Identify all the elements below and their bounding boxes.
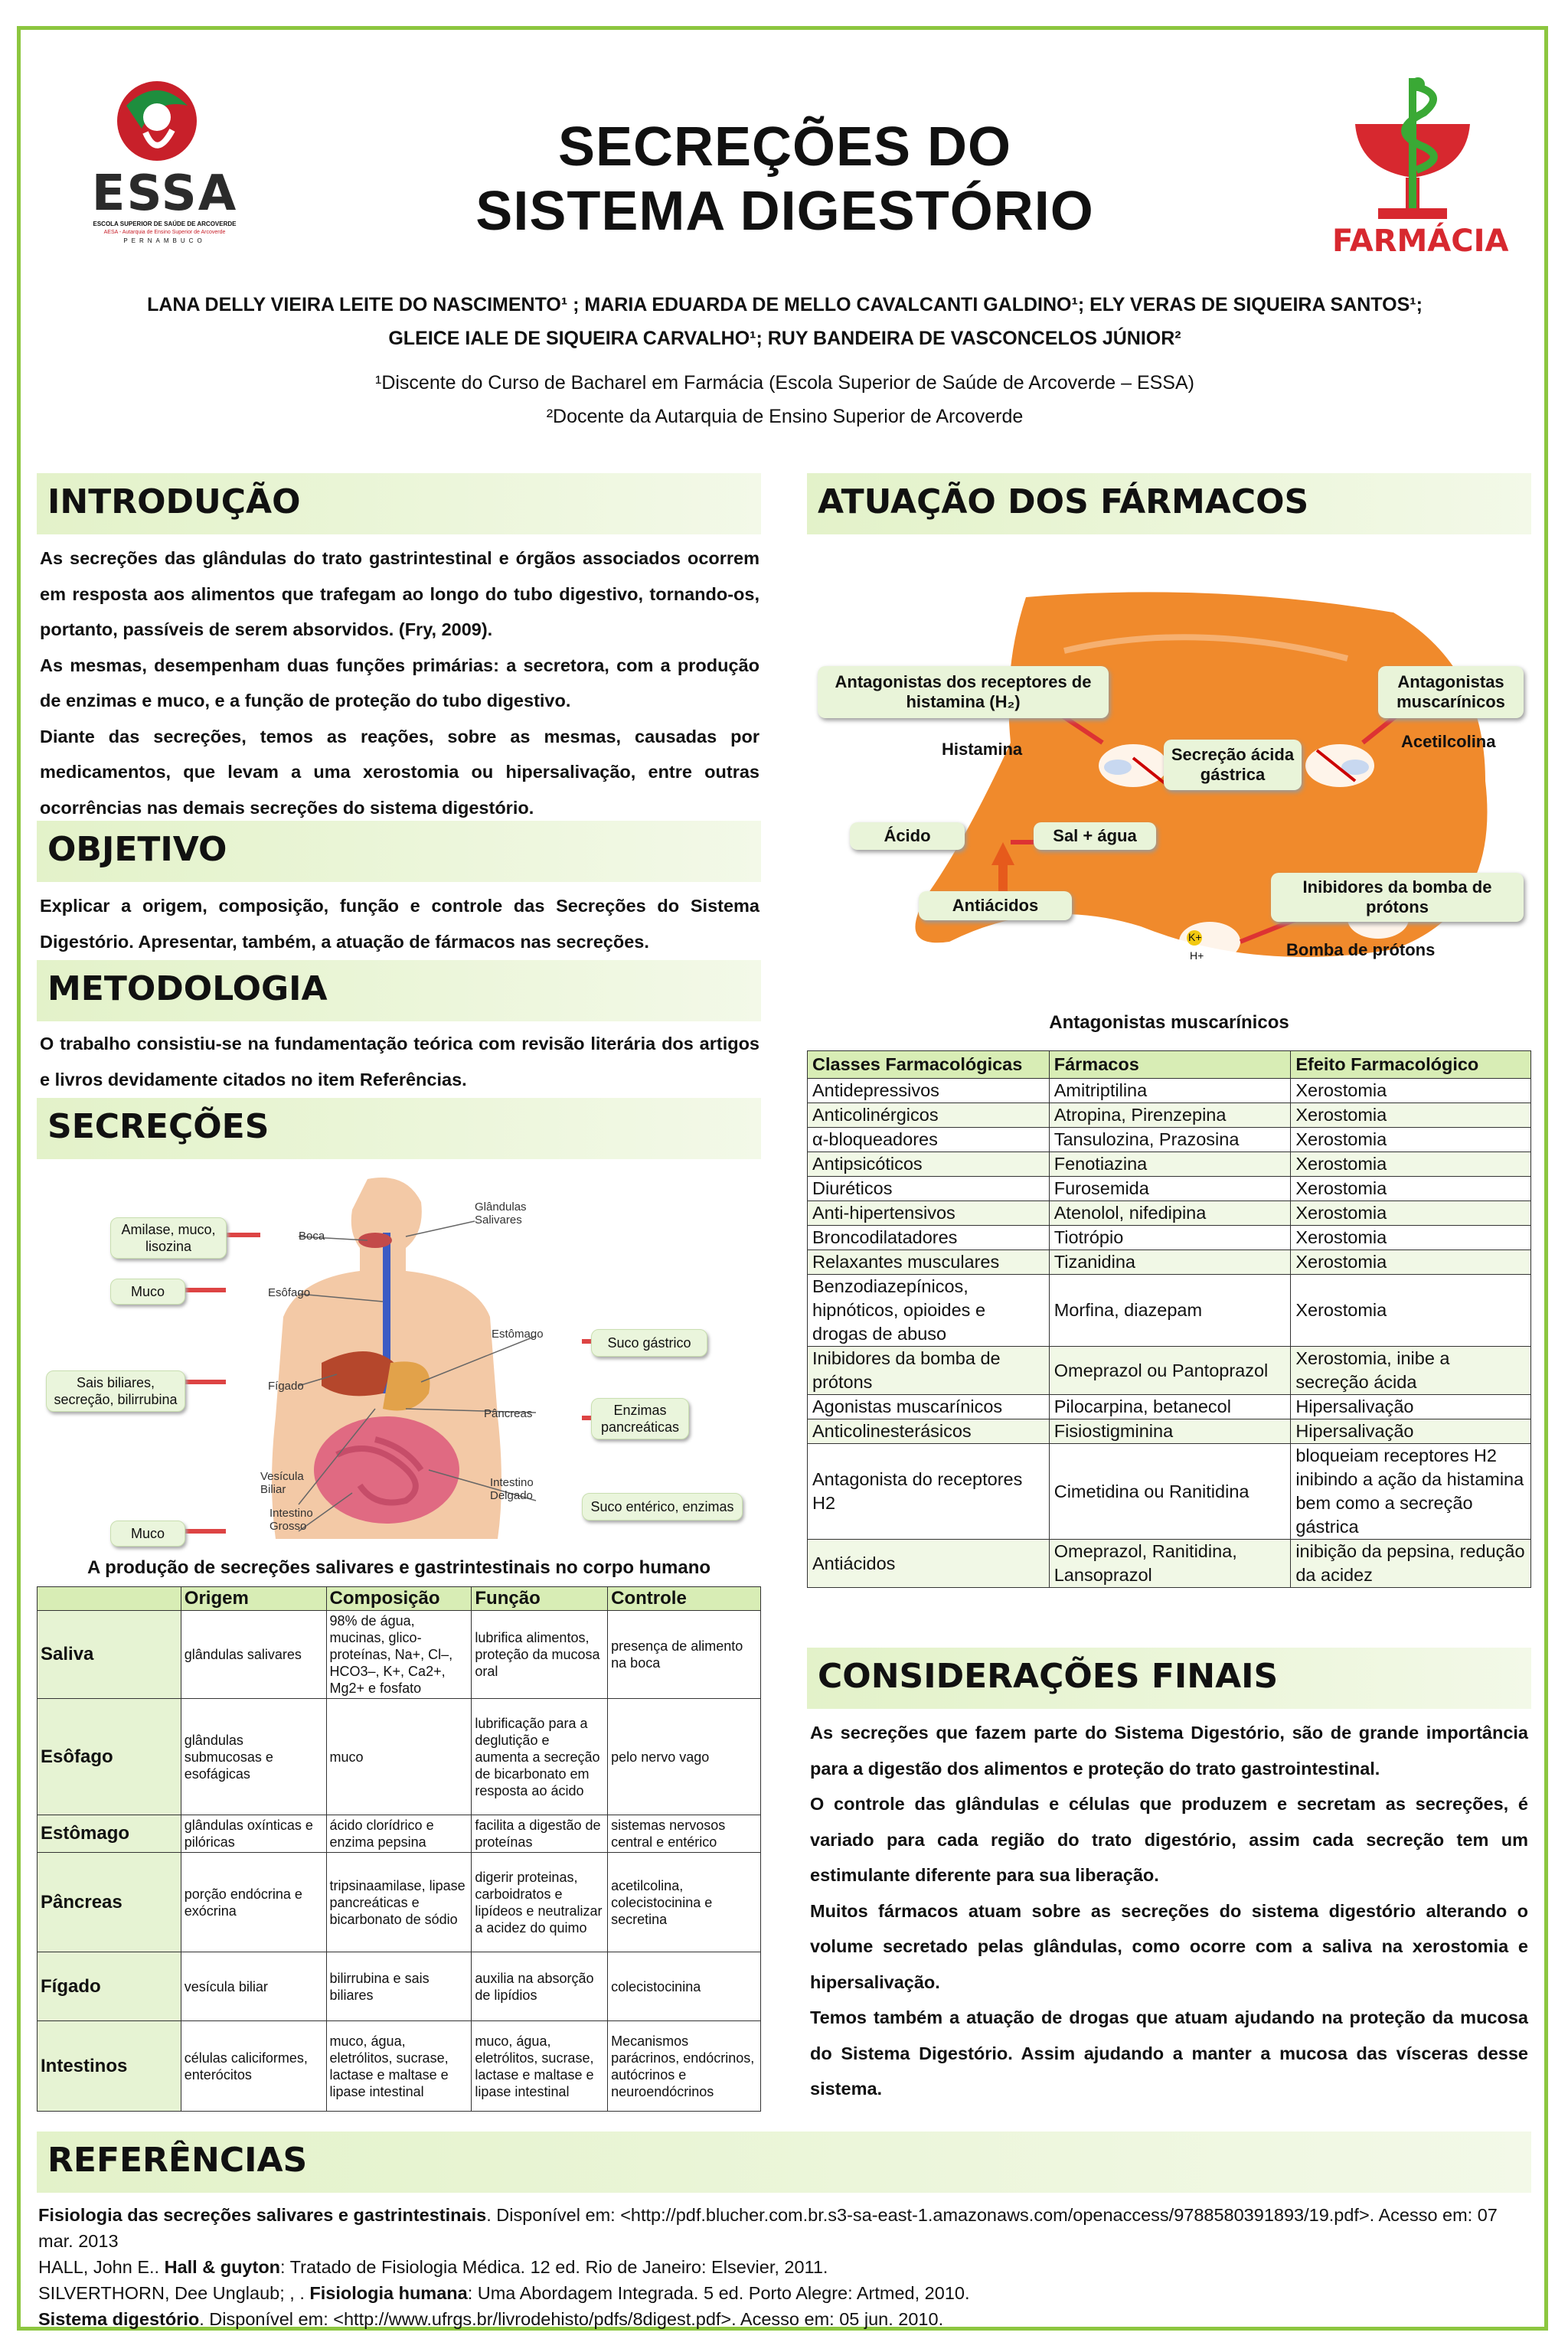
table-cell: Omeprazol ou Pantoprazol [1049,1347,1291,1395]
table-cell: Antiácidos [808,1540,1050,1588]
table-cell: Morfina, diazepam [1049,1275,1291,1347]
farmacos-table-header [808,1051,1531,1079]
referencias-list [38,2202,1531,2332]
farmacia-logo [1332,70,1509,262]
affiliation-2: ²Docente da Autarquia de Ensino Superior de Arcoverde [546,406,1024,427]
reference-title: Sistema digestório [38,2309,200,2329]
fig-label-pancreas: Pâncreas [484,1407,533,1420]
authors [54,288,1516,355]
table-cell: Xerostomia [1291,1079,1531,1103]
table-row [808,1540,1531,1588]
table-cell: ácido clorídrico e enzima pepsina [326,1815,472,1853]
fig-label-bomba-protons: Bomba de prótons [1286,940,1436,959]
table-cell: glândulas oxínticas e pilóricas [181,1815,326,1853]
table-cell: Fisiostigminina [1049,1419,1291,1444]
intro-heading: INTRODUÇÃO [37,473,761,534]
essa-logo-subtitle2: AESA - Autarquia de Ensino Superior de Arcoverde [103,230,226,235]
table-cell: presença de alimento na boca [608,1611,761,1699]
atuacao-figure [812,590,1531,972]
table-row [38,1952,761,2021]
objetivo-text: Explicar a origem, composição, função e controle das Secreções do Sistema Digestório. Apresentar, também, a atuação de fármacos nas secreções. [40,896,760,952]
table-cell: inibição da pepsina, redução da acidez [1291,1540,1531,1588]
fig-box-enzimas-pancreaticas: Enzimas pancreáticas [591,1398,689,1439]
essa-logo-text: ESSA [91,165,238,222]
table-row [808,1152,1531,1177]
table-cell: muco, água, eletrólitos, sucrase, lactase e maltase e lipase intestinal [326,2021,472,2112]
consideracoes-paragraph-1: As secreções que fazem parte do Sistema Digestório, são de grande importância para a digestão dos alimentos e proteção do trato gastrointestinal. [810,1723,1528,1779]
reference-item [38,2202,1531,2254]
table-cell: Atenolol, nifedipina [1049,1201,1291,1226]
reference-title: Fisiologia das secreções salivares e gastrintestinais [38,2205,487,2225]
table-cell: Diuréticos [808,1177,1050,1201]
fig-label-esofago: Esôfago [268,1286,311,1299]
table-cell: Xerostomia, inibe a secreção ácida [1291,1347,1531,1395]
table-row [808,1395,1531,1419]
table-cell: porção endócrina e exócrina [181,1853,326,1952]
fig-box-antagonistas-musc: Antagonistas muscarínicos [1378,666,1524,718]
consideracoes-text [810,1715,1528,2107]
table-row [808,1177,1531,1201]
fig-label-intestino-grosso: Intestino Grosso [270,1507,313,1533]
table-row [808,1419,1531,1444]
fig-box-muco-esofago: Muco [110,1279,185,1305]
secrecoes-caption: A produção de secreções salivares e gastrintestinais no corpo humano [87,1557,711,1578]
metodologia-heading: METODOLOGIA [37,960,761,1021]
table-cell: Broncodilatadores [808,1226,1050,1250]
table-cell: glândulas submucosas e esofágicas [181,1699,326,1815]
reference-item [38,2254,1531,2280]
table-cell: Benzodiazepínicos, hipnóticos, opioides e drogas de abuso [808,1275,1050,1347]
table-header-cell: Efeito Farmacológico [1291,1051,1531,1079]
fig-box-suco-enterico: Suco entérico, enzimas [582,1493,743,1521]
table-cell: Amitriptilina [1049,1079,1291,1103]
table-cell: Furosemida [1049,1177,1291,1201]
table-row [38,1853,761,1952]
fig-box-suco-gastrico: Suco gástrico [591,1329,707,1357]
fig-label-boca: Boca [299,1230,325,1243]
intro-paragraph-2: As mesmas, desempenham duas funções primárias: a secretora, com a produção de enzimas e muco, e a função de proteção do tubo digestivo. [40,655,760,710]
table-header-cell: Função [472,1587,608,1611]
intro-paragraph-3: Diante das secreções, temos as reações, sobre as mesmas, causadas por medicamentos, que levam a uma xerostomia ou hipersalivação, entre outras ocorrências nas demais secreções do sistema digestório. [40,726,760,818]
table-cell: Xerostomia [1291,1201,1531,1226]
fig-box-antiacidos: Antiácidos [919,891,1072,920]
table-row [808,1103,1531,1128]
essa-logo [73,75,256,243]
fig-label-k: K+ [1188,931,1202,943]
table-row [808,1128,1531,1152]
table-row [808,1201,1531,1226]
fig-box-acido: Ácido [850,822,965,850]
table-cell: Hipersalivação [1291,1419,1531,1444]
essa-logo-subtitle: ESCOLA SUPERIOR DE SAÚDE DE ARCOVERDE [93,220,237,227]
table-cell: muco, água, eletrólitos, sucrase, lactase e maltase e lipase intestinal [472,2021,608,2112]
table-header-cell: Classes Farmacológicas [808,1051,1050,1079]
table-row [808,1250,1531,1275]
title-line-2: SISTEMA DIGESTÓRIO [475,181,1094,242]
table-cell: Antagonista do receptores H2 [808,1444,1050,1540]
affiliations [54,366,1516,433]
atuacao-caption: Antagonistas muscarínicos [1049,1012,1289,1033]
table-cell: Antidepressivos [808,1079,1050,1103]
table-cell: Fenotiazina [1049,1152,1291,1177]
affiliation-1: ¹Discente do Curso de Bacharel em Farmácia (Escola Superior de Saúde de Arcoverde – ESSA) [375,372,1194,394]
fig-box-inibidores-bomba: Inibidores da bomba de prótons [1271,873,1524,922]
table-cell: Relaxantes musculares [808,1250,1050,1275]
essa-logo-state: PERNAMBUCO [123,237,206,244]
table-header-cell: Composição [326,1587,472,1611]
table-cell: 98% de água, mucinas, glico-proteínas, Na+, Cl–, HCO3–, K+, Ca2+, Mg2+ e fosfato [326,1611,472,1699]
fig-label-estomago: Estômago [492,1328,544,1341]
reference-rest: . Disponível em: <http://pdf.blucher.com.br.s3-sa-east-1.amazonaws.com/openaccess/9788580391893/19.pdf>. Acesso em: 07 mar. 2013 [38,2205,1498,2251]
atuacao-heading: ATUAÇÃO DOS FÁRMACOS [807,473,1531,534]
intro-paragraph-1: As secreções das glândulas do trato gastrintestinal e órgãos associados ocorrem em resposta aos alimentos que trafegam ao longo do tubo digestivo, tornando-os, portanto, passíveis de serem absorvidos. (Fry, 2009). [40,548,760,639]
authors-line-2: GLEICE IALE DE SIQUEIRA CARVALHO¹; RUY BANDEIRA DE VASCONCELOS JÚNIOR² [388,328,1181,349]
table-cell: Xerostomia [1291,1275,1531,1347]
table-cell: Xerostomia [1291,1128,1531,1152]
reference-title: Hall & guyton [164,2257,281,2277]
table-cell: Fígado [38,1952,181,2021]
table-row [38,1699,761,1815]
farmacos-table [807,1050,1531,1588]
table-cell: lubrifica alimentos, proteção da mucosa oral [472,1611,608,1699]
table-cell: Intestinos [38,2021,181,2112]
table-cell: Xerostomia [1291,1152,1531,1177]
table-cell: colecistocinina [608,1952,761,2021]
fig-box-secrecao-acida: Secreção ácida gástrica [1164,740,1302,790]
table-cell: Pilocarpina, betanecol [1049,1395,1291,1419]
table-row [38,1815,761,1853]
table-cell: Anti-hipertensivos [808,1201,1050,1226]
table-cell: facilita a digestão de proteínas [472,1815,608,1853]
reference-rest: : Uma Abordagem Integrada. 5 ed. Porto Alegre: Artmed, 2010. [467,2283,970,2303]
reference-title: Fisiologia humana [309,2283,468,2303]
reference-pre: SILVERTHORN, Dee Unglaub; , . [38,2283,310,2303]
consideracoes-paragraph-2: O controle das glândulas e células que produzem e secretam as secreções, é variado para cada região do trato digestório, assim cada secreção tem um estimulante diferente para sua liberação. [810,1794,1528,1885]
table-cell: α-bloqueadores [808,1128,1050,1152]
table-cell: acetilcolina, colecistocinina e secretina [608,1853,761,1952]
reference-rest: : Tratado de Fisiologia Médica. 12 ed. Rio de Janeiro: Elsevier, 2011. [280,2257,828,2277]
table-row [808,1275,1531,1347]
table-cell: Xerostomia [1291,1177,1531,1201]
farmacia-logo-text: FARMÁCIA [1332,224,1509,259]
table-cell: Xerostomia [1291,1226,1531,1250]
table-header-cell: Origem [181,1587,326,1611]
reference-rest: . Disponível em: <http://www.ufrgs.br/livrodehisto/pdfs/8digest.pdf>. Acesso em: 05 jun. 2010. [199,2309,944,2329]
authors-line-1: LANA DELLY VIEIRA LEITE DO NASCIMENTO¹ ; MARIA EDUARDA DE MELLO CAVALCANTI GALDINO¹; ELY VERAS DE SIQUEIRA SANTOS¹; [147,294,1423,315]
consideracoes-paragraph-3: Muitos fármacos atuam sobre as secreções do sistema digestório alterando o volume secretado pelas glândulas, como ocorre com a saliva na xerostomia e hipersalivação. [810,1900,1528,1992]
title-line-1: SECREÇÕES DO [557,116,1012,178]
fig-box-sal-agua: Sal + água [1034,822,1156,850]
table-cell: Mecanismos parácrinos, endócrinos, autócrinos e neuroendócrinos [608,2021,761,2112]
table-cell: auxilia na absorção de lipídios [472,1952,608,2021]
fig-label-vesicula: Vesícula Biliar [260,1470,304,1496]
intro-text [40,541,760,825]
table-row [808,1347,1531,1395]
table-cell: Anticolinérgicos [808,1103,1050,1128]
table-cell: sistemas nervosos central e entérico [608,1815,761,1853]
table-cell: Atropina, Pirenzepina [1049,1103,1291,1128]
reference-item [38,2306,1531,2332]
table-cell: Antipsicóticos [808,1152,1050,1177]
table-cell: Omeprazol, Ranitidina, Lansoprazol [1049,1540,1291,1588]
table-cell: Tansulozina, Prazosina [1049,1128,1291,1152]
table-cell: Tiotrópio [1049,1226,1291,1250]
referencias-heading: REFERÊNCIAS [37,2132,1531,2193]
table-cell: Xerostomia [1291,1250,1531,1275]
fig-label-figado: Fígado [268,1380,304,1393]
table-cell: lubrificação para a deglutição e aumenta a secreção de bicarbonato em resposta ao ácido [472,1699,608,1815]
table-cell: glândulas salivares [181,1611,326,1699]
metodologia-text: O trabalho consistiu-se na fundamentação teórica com revisão literária dos artigos e livros devidamente citados no item Referências. [40,1034,760,1089]
table-row [38,1611,761,1699]
objetivo-heading: OBJETIVO [37,821,761,882]
table-row [808,1079,1531,1103]
fig-box-amilase: Amilase, muco, lisozina [110,1217,227,1259]
table-header-cell [38,1587,181,1611]
consideracoes-paragraph-4: Temos também a atuação de drogas que atuam ajudando na proteção da mucosa do Sistema Digestório. Assim ajudando a manter a mucosa das vísceras desse sistema. [810,2007,1528,2099]
table-cell: Esôfago [38,1699,181,1815]
poster-title [306,115,1263,243]
secrecoes-table [37,1586,761,2112]
table-cell: Inibidores da bomba de prótons [808,1347,1050,1395]
table-cell: Cimetidina ou Ranitidina [1049,1444,1291,1540]
reference-pre: HALL, John E.. [38,2257,165,2277]
fig-label-h: H+ [1190,949,1204,962]
fig-box-antagonistas-h2: Antagonistas dos receptores de histamina (H₂) [818,666,1109,718]
table-cell: células caliciformes, enterócitos [181,2021,326,2112]
table-row [38,2021,761,2112]
fig-label-intestino-delgado: Intestino Delgado [490,1476,534,1502]
table-cell: Estômago [38,1815,181,1853]
table-cell: Hipersalivação [1291,1395,1531,1419]
secrecoes-table-header [38,1587,761,1611]
table-cell: Xerostomia [1291,1103,1531,1128]
table-row [808,1444,1531,1540]
table-cell: digerir proteinas, carboidratos e lipídeos e neutralizar a acidez do quimo [472,1853,608,1952]
table-cell: Pâncreas [38,1853,181,1952]
fig-label-histamina: Histamina [942,740,1023,759]
table-cell: tripsinaamilase, lipase pancreáticas e bicarbonato de sódio [326,1853,472,1952]
table-cell: muco [326,1699,472,1815]
caduceus-cup-icon [1332,70,1493,224]
table-header-cell: Fármacos [1049,1051,1291,1079]
reference-item [38,2280,1531,2306]
table-cell: Anticolinesterásicos [808,1419,1050,1444]
table-cell: Saliva [38,1611,181,1699]
table-cell: vesícula biliar [181,1952,326,2021]
table-row [808,1226,1531,1250]
table-cell: Tizanidina [1049,1250,1291,1275]
fig-box-sais-biliares: Sais biliares, secreção, bilirrubina [46,1370,185,1412]
table-cell: pelo nervo vago [608,1699,761,1815]
secrecoes-figure [46,1164,758,1547]
table-cell: bilirrubina e sais biliares [326,1952,472,2021]
fig-label-acetilcolina: Acetilcolina [1401,732,1496,751]
table-cell: Agonistas muscarínicos [808,1395,1050,1419]
table-cell: bloqueiam receptores H2 inibindo a ação da histamina bem como a secreção gástrica [1291,1444,1531,1540]
consideracoes-heading: CONSIDERAÇÕES FINAIS [807,1648,1531,1709]
fig-label-glandulas: Glândulas Salivares [475,1200,527,1227]
secrecoes-heading: SECREÇÕES [37,1098,761,1159]
fig-box-muco-intestino: Muco [110,1521,185,1547]
table-header-cell: Controle [608,1587,761,1611]
